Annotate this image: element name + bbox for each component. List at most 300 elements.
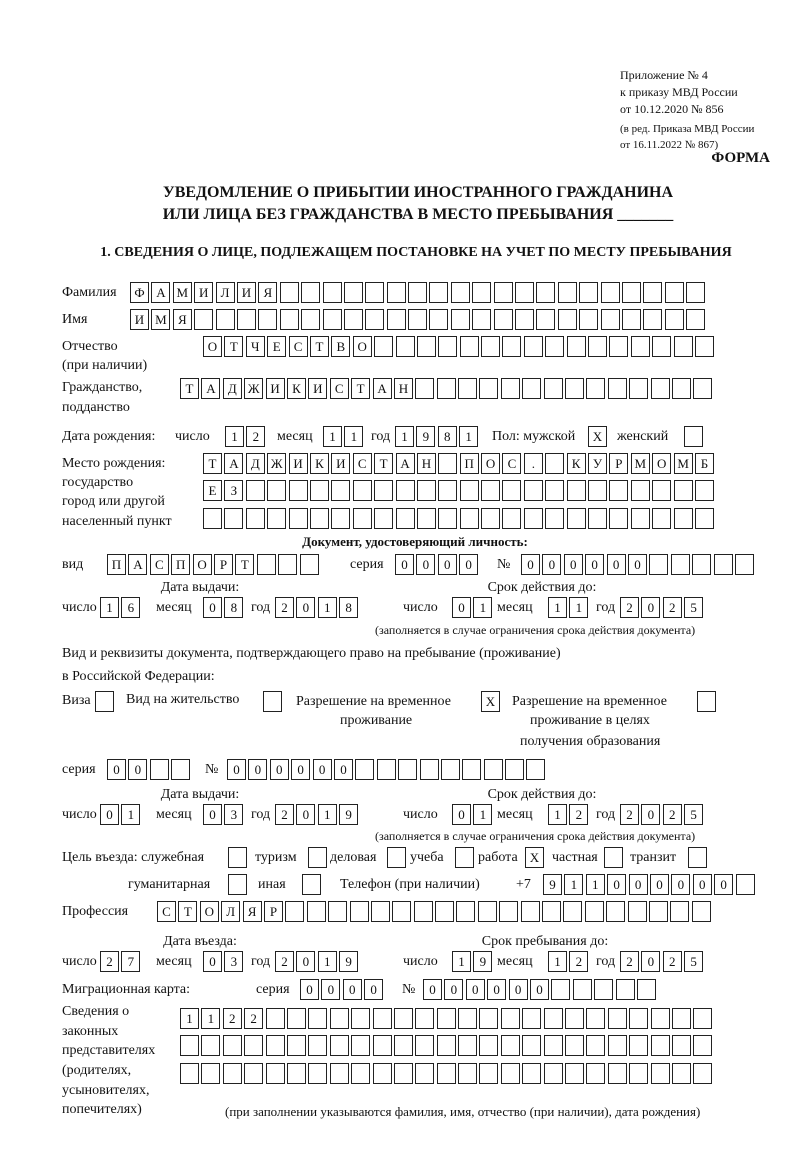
char-box[interactable]: 9 [339, 804, 358, 825]
char-box[interactable] [374, 508, 393, 529]
char-box[interactable] [278, 554, 297, 575]
field-profession[interactable] [157, 901, 713, 923]
char-box[interactable]: 0 [452, 804, 471, 825]
char-box[interactable] [246, 508, 265, 529]
char-box[interactable]: М [631, 453, 650, 474]
char-box[interactable] [565, 378, 584, 399]
char-box[interactable] [631, 480, 650, 501]
char-box[interactable]: Т [235, 554, 254, 575]
char-box[interactable] [586, 1035, 605, 1056]
char-box[interactable] [462, 759, 481, 780]
char-box[interactable] [579, 309, 598, 330]
char-box[interactable]: М [151, 309, 170, 330]
char-box[interactable]: 0 [227, 759, 246, 780]
field-pob1[interactable] [203, 453, 716, 475]
char-box[interactable] [408, 282, 427, 303]
char-box[interactable] [651, 1035, 670, 1056]
char-box[interactable]: О [200, 901, 219, 922]
char-box[interactable] [438, 480, 457, 501]
char-box[interactable] [287, 1063, 306, 1084]
char-box[interactable]: 0 [671, 874, 690, 895]
char-box[interactable]: 0 [248, 759, 267, 780]
char-box[interactable]: М [173, 282, 192, 303]
char-box[interactable] [420, 759, 439, 780]
char-box[interactable] [351, 1008, 370, 1029]
field-reps2[interactable] [180, 1035, 715, 1057]
char-box[interactable]: 0 [714, 874, 733, 895]
char-box[interactable] [481, 508, 500, 529]
char-box[interactable] [310, 508, 329, 529]
field-pob3[interactable] [203, 508, 716, 530]
char-box[interactable] [396, 336, 415, 357]
char-box[interactable] [651, 1063, 670, 1084]
char-box[interactable] [307, 901, 326, 922]
char-box[interactable] [365, 282, 384, 303]
char-box[interactable] [628, 901, 647, 922]
char-box[interactable] [331, 480, 350, 501]
field-stay-day[interactable] [452, 951, 495, 973]
char-box[interactable] [373, 1035, 392, 1056]
char-box[interactable] [417, 480, 436, 501]
char-box[interactable] [344, 282, 363, 303]
char-box[interactable] [437, 1008, 456, 1029]
char-box[interactable] [479, 378, 498, 399]
char-box[interactable] [522, 1063, 541, 1084]
char-box[interactable] [223, 1063, 242, 1084]
char-box[interactable]: 9 [473, 951, 492, 972]
char-box[interactable] [609, 508, 628, 529]
char-box[interactable] [649, 901, 668, 922]
char-box[interactable] [521, 901, 540, 922]
char-box[interactable]: 0 [521, 554, 540, 575]
char-box[interactable]: 0 [423, 979, 442, 1000]
char-box[interactable]: И [308, 378, 327, 399]
char-box[interactable] [693, 378, 712, 399]
char-box[interactable] [308, 1035, 327, 1056]
char-box[interactable] [544, 1008, 563, 1029]
char-box[interactable] [695, 508, 714, 529]
char-box[interactable] [536, 282, 555, 303]
char-box[interactable] [674, 480, 693, 501]
char-box[interactable] [353, 508, 372, 529]
char-box[interactable]: Н [394, 378, 413, 399]
char-box[interactable] [460, 480, 479, 501]
char-box[interactable]: Л [216, 282, 235, 303]
char-box[interactable] [415, 1063, 434, 1084]
char-box[interactable]: 2 [275, 951, 294, 972]
char-box[interactable]: О [481, 453, 500, 474]
field-trp[interactable] [481, 691, 502, 713]
char-box[interactable]: 0 [459, 554, 478, 575]
field-doc-valid-day[interactable] [452, 597, 495, 619]
char-box[interactable] [573, 979, 592, 1000]
char-box[interactable]: 0 [203, 951, 222, 972]
char-box[interactable] [328, 901, 347, 922]
char-box[interactable] [266, 1063, 285, 1084]
char-box[interactable] [387, 847, 406, 868]
char-box[interactable] [417, 508, 436, 529]
char-box[interactable]: 1 [548, 597, 567, 618]
char-box[interactable]: 1 [318, 804, 337, 825]
char-box[interactable] [588, 336, 607, 357]
field-doc-valid-month[interactable] [548, 597, 591, 619]
char-box[interactable] [415, 1035, 434, 1056]
char-box[interactable]: 0 [334, 759, 353, 780]
char-box[interactable] [629, 1063, 648, 1084]
char-box[interactable] [257, 554, 276, 575]
char-box[interactable]: 1 [473, 804, 492, 825]
char-box[interactable] [350, 901, 369, 922]
char-box[interactable] [616, 979, 635, 1000]
char-box[interactable] [601, 282, 620, 303]
field-dob-day[interactable] [225, 426, 268, 448]
field-stay-month[interactable] [548, 951, 591, 973]
char-box[interactable] [697, 691, 716, 712]
char-box[interactable] [502, 480, 521, 501]
char-box[interactable] [289, 508, 308, 529]
char-box[interactable]: 2 [246, 426, 265, 447]
char-box[interactable]: 9 [416, 426, 435, 447]
char-box[interactable] [415, 1008, 434, 1029]
char-box[interactable] [223, 1035, 242, 1056]
char-box[interactable]: X [525, 847, 544, 868]
field-surname[interactable] [130, 282, 708, 304]
char-box[interactable] [586, 1008, 605, 1029]
char-box[interactable] [479, 1008, 498, 1029]
char-box[interactable] [735, 554, 754, 575]
char-box[interactable] [608, 1008, 627, 1029]
char-box[interactable]: Т [180, 378, 199, 399]
char-box[interactable]: 1 [473, 597, 492, 618]
char-box[interactable] [201, 1035, 220, 1056]
char-box[interactable]: К [567, 453, 586, 474]
char-box[interactable] [224, 508, 243, 529]
char-box[interactable] [608, 1063, 627, 1084]
char-box[interactable]: А [373, 378, 392, 399]
char-box[interactable]: 0 [628, 554, 647, 575]
char-box[interactable] [266, 1035, 285, 1056]
char-box[interactable] [396, 508, 415, 529]
char-box[interactable]: 5 [684, 597, 703, 618]
char-box[interactable] [479, 1063, 498, 1084]
char-box[interactable]: Я [258, 282, 277, 303]
char-box[interactable]: 1 [569, 597, 588, 618]
char-box[interactable]: 0 [452, 597, 471, 618]
char-box[interactable]: С [353, 453, 372, 474]
char-box[interactable]: Т [374, 453, 393, 474]
char-box[interactable] [456, 901, 475, 922]
char-box[interactable]: 2 [569, 951, 588, 972]
field-citizenship[interactable] [180, 378, 715, 400]
char-box[interactable] [396, 480, 415, 501]
char-box[interactable] [558, 309, 577, 330]
char-box[interactable] [458, 378, 477, 399]
char-box[interactable] [652, 508, 671, 529]
char-box[interactable]: 0 [291, 759, 310, 780]
char-box[interactable] [586, 1063, 605, 1084]
char-box[interactable] [608, 378, 627, 399]
char-box[interactable]: 5 [684, 951, 703, 972]
field-p-humanitarian[interactable] [228, 874, 249, 896]
char-box[interactable] [373, 1063, 392, 1084]
char-box[interactable] [394, 1063, 413, 1084]
char-box[interactable] [692, 901, 711, 922]
char-box[interactable]: Л [221, 901, 240, 922]
char-box[interactable] [365, 309, 384, 330]
char-box[interactable]: 0 [641, 804, 660, 825]
char-box[interactable] [524, 480, 543, 501]
char-box[interactable] [544, 1063, 563, 1084]
char-box[interactable] [308, 847, 327, 868]
field-reps3[interactable] [180, 1063, 715, 1085]
field-mc-number[interactable] [423, 979, 658, 1001]
char-box[interactable] [637, 979, 656, 1000]
char-box[interactable]: С [150, 554, 169, 575]
char-box[interactable]: 0 [128, 759, 147, 780]
char-box[interactable]: 2 [275, 597, 294, 618]
char-box[interactable]: 6 [121, 597, 140, 618]
char-box[interactable] [351, 1063, 370, 1084]
char-box[interactable]: 0 [313, 759, 332, 780]
char-box[interactable] [665, 282, 684, 303]
char-box[interactable]: 2 [275, 804, 294, 825]
char-box[interactable] [478, 901, 497, 922]
char-box[interactable]: 1 [548, 804, 567, 825]
char-box[interactable] [736, 874, 755, 895]
char-box[interactable] [693, 1035, 712, 1056]
char-box[interactable] [344, 309, 363, 330]
char-box[interactable]: 0 [607, 874, 626, 895]
char-box[interactable] [374, 336, 393, 357]
char-box[interactable] [408, 309, 427, 330]
char-box[interactable]: 0 [564, 554, 583, 575]
char-box[interactable] [150, 759, 169, 780]
char-box[interactable]: 1 [225, 426, 244, 447]
char-box[interactable] [524, 336, 543, 357]
char-box[interactable] [567, 480, 586, 501]
char-box[interactable]: П [171, 554, 190, 575]
char-box[interactable] [606, 901, 625, 922]
char-box[interactable]: 1 [323, 426, 342, 447]
char-box[interactable]: . [524, 453, 543, 474]
char-box[interactable]: 0 [300, 979, 319, 1000]
char-box[interactable]: Ж [267, 453, 286, 474]
char-box[interactable] [437, 1063, 456, 1084]
char-box[interactable] [565, 1035, 584, 1056]
char-box[interactable] [672, 1035, 691, 1056]
char-box[interactable]: Ч [246, 336, 265, 357]
char-box[interactable]: О [193, 554, 212, 575]
char-box[interactable] [371, 901, 390, 922]
field-doc-issue-year[interactable] [275, 597, 361, 619]
field-sex-male[interactable] [588, 426, 609, 448]
char-box[interactable] [501, 378, 520, 399]
char-box[interactable]: 0 [650, 874, 669, 895]
char-box[interactable]: И [237, 282, 256, 303]
char-box[interactable]: И [194, 282, 213, 303]
char-box[interactable]: 0 [107, 759, 126, 780]
char-box[interactable]: 1 [344, 426, 363, 447]
char-box[interactable]: 0 [542, 554, 561, 575]
char-box[interactable] [643, 309, 662, 330]
char-box[interactable]: Т [224, 336, 243, 357]
field-rd-valid-year[interactable] [620, 804, 706, 826]
char-box[interactable]: В [331, 336, 350, 357]
char-box[interactable]: 0 [641, 597, 660, 618]
char-box[interactable] [501, 1008, 520, 1029]
char-box[interactable] [373, 1008, 392, 1029]
char-box[interactable]: 2 [620, 951, 639, 972]
char-box[interactable] [351, 1035, 370, 1056]
char-box[interactable] [301, 309, 320, 330]
char-box[interactable] [353, 480, 372, 501]
char-box[interactable]: 2 [663, 597, 682, 618]
char-box[interactable]: Н [417, 453, 436, 474]
char-box[interactable]: 2 [663, 951, 682, 972]
char-box[interactable]: 2 [620, 597, 639, 618]
char-box[interactable] [672, 1008, 691, 1029]
char-box[interactable] [95, 691, 114, 712]
char-box[interactable]: 0 [296, 597, 315, 618]
field-doc-issue-month[interactable] [203, 597, 246, 619]
char-box[interactable]: Ж [244, 378, 263, 399]
char-box[interactable]: 5 [684, 804, 703, 825]
char-box[interactable]: 1 [180, 1008, 199, 1029]
char-box[interactable]: У [588, 453, 607, 474]
char-box[interactable] [472, 282, 491, 303]
char-box[interactable] [355, 759, 374, 780]
char-box[interactable]: 1 [201, 1008, 220, 1029]
char-box[interactable]: С [502, 453, 521, 474]
char-box[interactable] [588, 508, 607, 529]
char-box[interactable]: И [289, 453, 308, 474]
char-box[interactable]: 7 [121, 951, 140, 972]
char-box[interactable] [392, 901, 411, 922]
char-box[interactable] [171, 759, 190, 780]
char-box[interactable] [308, 1063, 327, 1084]
char-box[interactable] [567, 336, 586, 357]
char-box[interactable] [287, 1008, 306, 1029]
char-box[interactable]: 1 [459, 426, 478, 447]
char-box[interactable] [437, 378, 456, 399]
char-box[interactable] [194, 309, 213, 330]
char-box[interactable]: К [310, 453, 329, 474]
char-box[interactable] [522, 378, 541, 399]
char-box[interactable] [631, 336, 650, 357]
char-box[interactable] [331, 508, 350, 529]
char-box[interactable]: М [674, 453, 693, 474]
char-box[interactable] [180, 1035, 199, 1056]
char-box[interactable] [180, 1063, 199, 1084]
char-box[interactable]: Р [264, 901, 283, 922]
char-box[interactable] [515, 282, 534, 303]
char-box[interactable] [387, 282, 406, 303]
char-box[interactable]: 0 [466, 979, 485, 1000]
char-box[interactable] [458, 1063, 477, 1084]
char-box[interactable]: 0 [296, 804, 315, 825]
char-box[interactable] [567, 508, 586, 529]
char-box[interactable] [693, 1008, 712, 1029]
char-box[interactable] [244, 1035, 263, 1056]
char-box[interactable] [203, 508, 222, 529]
char-box[interactable]: 2 [223, 1008, 242, 1029]
char-box[interactable]: С [289, 336, 308, 357]
char-box[interactable] [609, 480, 628, 501]
char-box[interactable]: 0 [416, 554, 435, 575]
char-box[interactable] [330, 1063, 349, 1084]
char-box[interactable] [300, 554, 319, 575]
char-box[interactable] [643, 282, 662, 303]
char-box[interactable] [670, 901, 689, 922]
char-box[interactable] [649, 554, 668, 575]
char-box[interactable]: З [224, 480, 243, 501]
char-box[interactable] [267, 480, 286, 501]
char-box[interactable] [287, 1035, 306, 1056]
char-box[interactable] [526, 759, 545, 780]
char-box[interactable]: X [588, 426, 607, 447]
char-box[interactable]: Я [243, 901, 262, 922]
char-box[interactable] [289, 480, 308, 501]
char-box[interactable] [695, 336, 714, 357]
char-box[interactable] [545, 336, 564, 357]
char-box[interactable]: 0 [100, 804, 119, 825]
field-patronymic[interactable] [203, 336, 716, 358]
char-box[interactable]: К [287, 378, 306, 399]
char-box[interactable] [216, 309, 235, 330]
char-box[interactable] [201, 1063, 220, 1084]
char-box[interactable]: П [460, 453, 479, 474]
field-rd-issue-day[interactable] [100, 804, 143, 826]
char-box[interactable]: 0 [629, 874, 648, 895]
char-box[interactable] [460, 336, 479, 357]
char-box[interactable] [472, 309, 491, 330]
char-box[interactable] [246, 480, 265, 501]
char-box[interactable]: Я [173, 309, 192, 330]
char-box[interactable]: 9 [339, 951, 358, 972]
char-box[interactable] [522, 1035, 541, 1056]
char-box[interactable] [398, 759, 417, 780]
char-box[interactable]: И [266, 378, 285, 399]
char-box[interactable] [417, 336, 436, 357]
char-box[interactable] [674, 508, 693, 529]
char-box[interactable]: 0 [438, 554, 457, 575]
field-p-official[interactable] [228, 847, 249, 869]
char-box[interactable]: О [203, 336, 222, 357]
char-box[interactable]: 3 [224, 804, 243, 825]
char-box[interactable] [323, 282, 342, 303]
field-trpe[interactable] [697, 691, 718, 713]
char-box[interactable] [394, 1035, 413, 1056]
char-box[interactable]: 0 [343, 979, 362, 1000]
char-box[interactable] [524, 508, 543, 529]
char-box[interactable] [604, 847, 623, 868]
field-entry-month[interactable] [203, 951, 246, 973]
char-box[interactable]: 0 [395, 554, 414, 575]
char-box[interactable]: 2 [569, 804, 588, 825]
char-box[interactable]: 2 [244, 1008, 263, 1029]
char-box[interactable] [394, 1008, 413, 1029]
char-box[interactable] [330, 1035, 349, 1056]
field-entry-day[interactable] [100, 951, 143, 973]
char-box[interactable]: 0 [321, 979, 340, 1000]
char-box[interactable] [505, 759, 524, 780]
char-box[interactable]: 3 [224, 951, 243, 972]
char-box[interactable] [458, 1008, 477, 1029]
char-box[interactable] [438, 453, 457, 474]
char-box[interactable]: 0 [364, 979, 383, 1000]
char-box[interactable]: А [128, 554, 147, 575]
char-box[interactable]: Р [609, 453, 628, 474]
